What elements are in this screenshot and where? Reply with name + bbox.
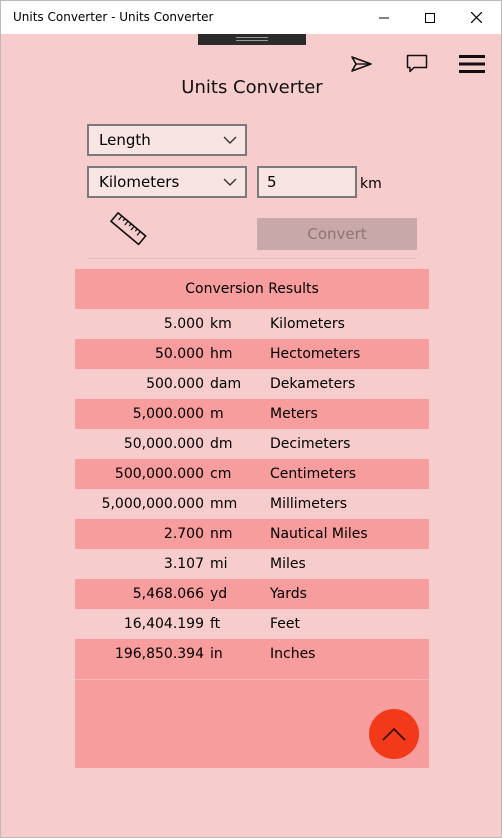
result-value: 3.107 bbox=[163, 556, 204, 572]
value-input[interactable]: 5 bbox=[257, 166, 357, 198]
unit-select[interactable] bbox=[87, 166, 247, 198]
divider bbox=[87, 258, 417, 259]
unit-select-value: Kilometers bbox=[99, 173, 180, 191]
table-row bbox=[75, 519, 429, 549]
chevron-down-icon bbox=[223, 135, 237, 145]
result-abbr: dm bbox=[210, 436, 233, 452]
chevron-up-icon bbox=[382, 727, 406, 741]
result-value: 5,000.000 bbox=[132, 406, 204, 422]
result-value: 5,468.066 bbox=[132, 586, 204, 602]
close-button[interactable] bbox=[453, 1, 499, 34]
table-row bbox=[75, 369, 429, 399]
category-select-value: Length bbox=[99, 131, 151, 149]
table-row bbox=[75, 639, 429, 669]
result-value: 50.000 bbox=[155, 346, 204, 362]
table-row bbox=[75, 489, 429, 519]
result-value: 50,000.000 bbox=[123, 436, 204, 452]
result-abbr: ft bbox=[210, 616, 221, 632]
result-abbr: mi bbox=[210, 556, 228, 572]
table-row bbox=[75, 549, 429, 579]
result-value: 5.000 bbox=[163, 316, 204, 332]
result-value: 2.700 bbox=[163, 526, 204, 542]
result-unit-name: Hectometers bbox=[270, 346, 361, 362]
hamburger-menu-icon bbox=[459, 54, 485, 74]
window-title: Units Converter - Units Converter bbox=[13, 10, 214, 24]
result-abbr: mm bbox=[210, 496, 238, 512]
result-abbr: in bbox=[210, 646, 223, 662]
result-abbr: dam bbox=[210, 376, 242, 392]
result-unit-name: Yards bbox=[270, 586, 307, 602]
unit-suffix: km bbox=[360, 176, 382, 192]
result-value: 16,404.199 bbox=[123, 616, 204, 632]
result-unit-name: Miles bbox=[270, 556, 306, 572]
minimize-icon bbox=[379, 13, 389, 23]
chat-icon bbox=[406, 54, 428, 74]
results-list bbox=[75, 309, 429, 669]
result-abbr: yd bbox=[210, 586, 228, 602]
result-abbr: hm bbox=[210, 346, 233, 362]
chat-button[interactable] bbox=[403, 51, 431, 77]
convert-button[interactable]: Convert bbox=[257, 218, 417, 250]
ruler-icon bbox=[107, 209, 149, 253]
title-bar[interactable] bbox=[1, 1, 501, 34]
table-row bbox=[75, 399, 429, 429]
maximize-icon bbox=[425, 13, 435, 23]
result-value: 5,000,000.000 bbox=[101, 496, 204, 512]
table-row bbox=[75, 309, 429, 339]
category-select[interactable] bbox=[87, 124, 247, 156]
result-unit-name: Centimeters bbox=[270, 466, 357, 482]
result-unit-name: Feet bbox=[270, 616, 301, 632]
result-value: 196,850.394 bbox=[114, 646, 204, 662]
table-row bbox=[75, 609, 429, 639]
close-icon bbox=[471, 12, 482, 23]
result-unit-name: Decimeters bbox=[270, 436, 351, 452]
table-row bbox=[75, 459, 429, 489]
results-panel bbox=[75, 269, 429, 768]
result-abbr: nm bbox=[210, 526, 233, 542]
result-value: 500,000.000 bbox=[114, 466, 204, 482]
result-unit-name: Millimeters bbox=[270, 496, 348, 512]
drag-handle[interactable] bbox=[198, 34, 306, 45]
result-unit-name: Kilometers bbox=[270, 316, 345, 332]
minimize-button[interactable] bbox=[361, 1, 407, 34]
chevron-down-icon bbox=[223, 177, 237, 187]
result-unit-name: Inches bbox=[270, 646, 316, 662]
menu-button[interactable] bbox=[458, 51, 486, 77]
result-unit-name: Dekameters bbox=[270, 376, 356, 392]
send-icon bbox=[351, 55, 373, 73]
result-unit-name: Nautical Miles bbox=[270, 526, 368, 542]
scroll-to-top-button[interactable] bbox=[369, 709, 419, 759]
result-abbr: km bbox=[210, 316, 232, 332]
table-row bbox=[75, 579, 429, 609]
result-abbr: m bbox=[210, 406, 224, 422]
result-unit-name: Meters bbox=[270, 406, 318, 422]
result-abbr: cm bbox=[210, 466, 232, 482]
table-row bbox=[75, 429, 429, 459]
page-title: Units Converter bbox=[181, 77, 323, 98]
send-button[interactable] bbox=[348, 51, 376, 77]
table-row bbox=[75, 339, 429, 369]
maximize-button[interactable] bbox=[407, 1, 453, 34]
result-value: 500.000 bbox=[146, 376, 204, 392]
results-divider bbox=[75, 679, 429, 680]
results-header: Conversion Results bbox=[185, 281, 319, 297]
